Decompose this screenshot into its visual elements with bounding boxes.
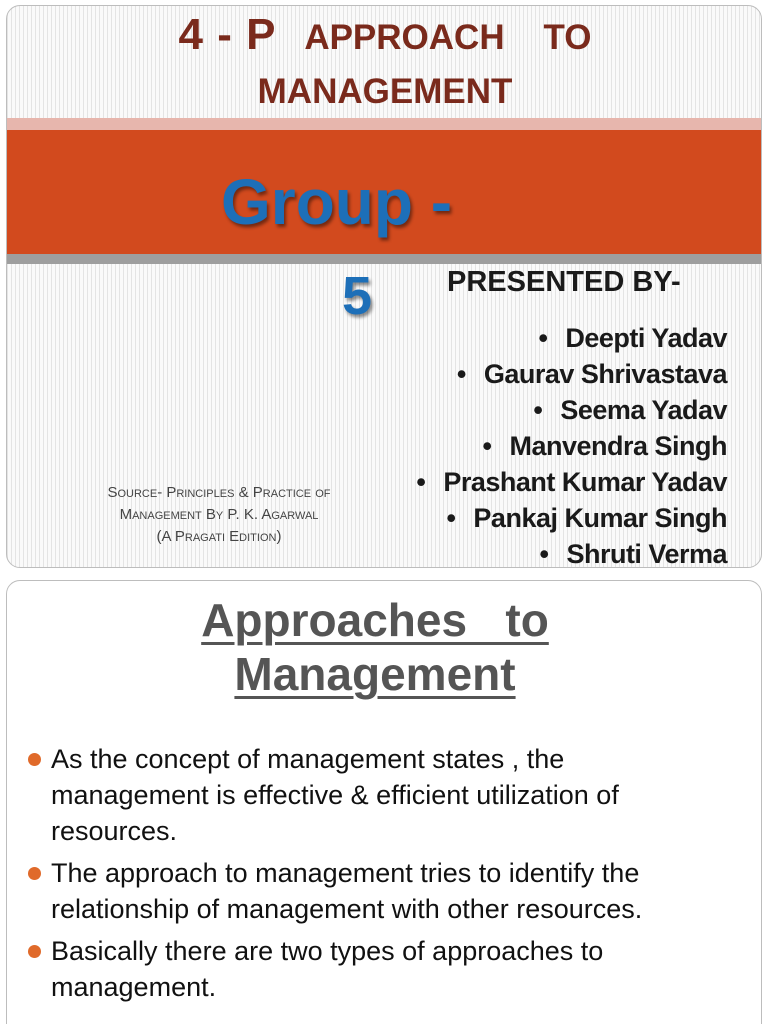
bullet-icon: • <box>538 323 548 353</box>
bullet-icon: • <box>416 467 426 497</box>
slide-heading <box>7 593 743 701</box>
member-item: • Manvendra Singh <box>416 428 727 464</box>
title-line-2: MANAGEMENT <box>257 72 513 111</box>
member-item: • Prashant Kumar Yadav <box>416 464 727 500</box>
heading-line-2: Management <box>234 648 516 700</box>
member-item: • Seema Yadav <box>416 392 727 428</box>
member-item: • Shruti Verma <box>416 536 727 568</box>
title-slide <box>6 5 762 568</box>
member-item: • Pankaj Kumar Singh <box>416 500 727 536</box>
member-item: • Gaurav Shrivastava <box>416 356 727 392</box>
bullet-icon: • <box>482 431 492 461</box>
title-approach-to: APPROACH TO <box>304 18 592 57</box>
bullet-item: Basically there are two types of approaches to management. <box>23 933 723 1005</box>
member-list <box>416 320 727 568</box>
source-line: Management By P. K. Agarwal <box>119 506 319 523</box>
bullet-dot-icon <box>28 753 41 766</box>
bullet-item: The approach to management tries to identify the relationship of management with other resources. <box>23 855 723 927</box>
pink-band <box>7 118 762 130</box>
source-citation <box>59 482 379 548</box>
bullet-dot-icon <box>28 867 41 880</box>
source-line: (A Pragati Edition) <box>156 528 282 545</box>
bullet-list <box>23 741 723 1011</box>
title-line-1 <box>7 10 762 60</box>
title-4p: 4 - P <box>178 10 277 59</box>
source-line: Source- Principles & Practice of <box>107 484 331 501</box>
bullet-icon: • <box>533 395 543 425</box>
content-slide <box>6 580 762 1024</box>
bullet-dot-icon <box>28 945 41 958</box>
presented-by-label: PRESENTED BY- <box>447 266 681 298</box>
gray-band <box>7 254 762 264</box>
member-item: • Deepti Yadav <box>416 320 727 356</box>
bullet-icon: • <box>446 503 456 533</box>
group-number: 5 <box>341 266 373 326</box>
bullet-icon: • <box>539 539 549 568</box>
heading-line-1: Approaches to <box>201 594 549 646</box>
bullet-item: As the concept of management states , the management is effective & efficient utilization of resources. <box>23 741 723 849</box>
bullet-icon: • <box>456 359 466 389</box>
group-label: Group - <box>221 166 453 238</box>
